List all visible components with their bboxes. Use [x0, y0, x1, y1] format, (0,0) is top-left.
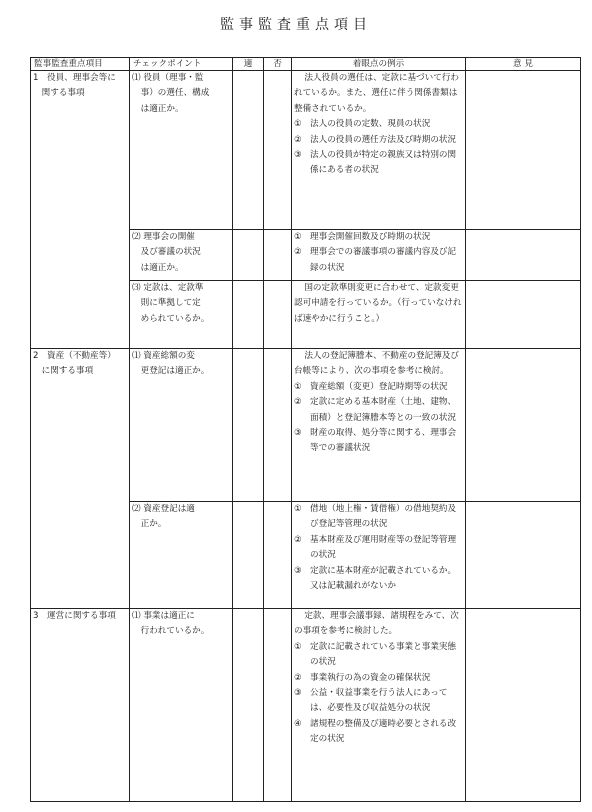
opinion-cell[interactable] — [466, 281, 581, 349]
example-number: ② — [294, 247, 302, 258]
example-item — [294, 533, 463, 564]
example-item — [294, 671, 463, 686]
example-item — [294, 148, 463, 179]
ok-checkbox-cell[interactable] — [233, 349, 264, 502]
examples-cell — [292, 609, 466, 802]
example-item — [294, 564, 463, 595]
ok-checkbox-cell[interactable] — [233, 609, 264, 802]
example-item — [294, 395, 463, 426]
example-lead: 法人の登記簿謄本、不動産の登記簿及び台帳等により、次の事項を参考に検討。 — [294, 351, 460, 377]
example-item — [294, 117, 463, 132]
example-text: 理事会開催回数及び時期の状況 — [310, 232, 431, 242]
examples-cell — [292, 281, 466, 349]
example-text: 基本財産及び運用財産等の登記等管理の状況 — [310, 534, 457, 561]
example-number: ① — [294, 119, 302, 130]
example-number: ④ — [294, 718, 302, 729]
example-number: ③ — [294, 565, 302, 576]
ok-checkbox-cell[interactable] — [233, 502, 264, 609]
example-number: ③ — [294, 428, 302, 439]
opinion-cell[interactable] — [466, 349, 581, 502]
checkpoint-cell: ⑶ 定款は、定款準 則に準拠して定 められているか。 — [130, 281, 233, 349]
example-number: ③ — [294, 688, 302, 699]
ng-checkbox-cell[interactable] — [264, 502, 292, 609]
opinion-cell[interactable] — [466, 609, 581, 802]
example-item — [294, 230, 463, 245]
example-lead: 法人役員の選任は、定款に基づいて行われているか。また、選任に伴う関係書類は整備されているか。 — [294, 73, 460, 114]
example-item — [294, 426, 463, 457]
header-row — [31, 58, 581, 71]
example-number: ① — [294, 232, 302, 242]
ng-checkbox-cell[interactable] — [264, 609, 292, 802]
checkpoint-cell: ⑴ 役員（理事・監 事）の選任、構成 は適正か。 — [130, 71, 233, 230]
header-ng: 否 — [264, 58, 292, 71]
example-text: 定款に定める基本財産（土地、建物、面積）と登記簿謄本等との一致の状況 — [310, 397, 457, 423]
example-number: ① — [294, 641, 302, 652]
opinion-cell[interactable] — [466, 230, 581, 281]
examples-cell — [292, 230, 466, 281]
opinion-cell[interactable] — [466, 71, 581, 230]
example-text: 定款に記載されている事業と事業実態の状況 — [310, 641, 457, 668]
ng-checkbox-cell[interactable] — [264, 349, 292, 502]
opinion-cell[interactable] — [466, 502, 581, 609]
example-text: 公益・収益事業を行う法人にあっては、必要性及び収益処分の状況 — [310, 688, 448, 714]
audit-table-body — [31, 71, 581, 802]
ng-checkbox-cell[interactable] — [264, 281, 292, 349]
ok-checkbox-cell[interactable] — [233, 281, 264, 349]
example-text: 定款に基本財産が記載されているか。又は記載漏れがないか — [310, 565, 457, 592]
ng-checkbox-cell[interactable] — [264, 230, 292, 281]
table-row — [31, 609, 581, 802]
example-item — [294, 380, 463, 395]
example-number: ① — [294, 504, 302, 514]
header-examples: 着眼点の例示 — [292, 58, 466, 71]
page-title: 監事監査重点項目 — [220, 17, 372, 33]
example-text: 財産の取得、処分等に関する、理事会等での審議状況 — [310, 428, 457, 454]
examples-cell — [292, 349, 466, 502]
header-checkpoint: チェックポイント — [130, 58, 233, 71]
example-item — [294, 686, 463, 717]
example-number: ② — [294, 397, 302, 408]
audit-table — [30, 57, 581, 802]
examples-cell — [292, 502, 466, 609]
example-lead: 国の定款準則変更に合わせて、定款変更認可申請を行っているか。（行っていなければ速やかに行うこと。） — [294, 283, 462, 324]
header-opinion: 意 見 — [466, 58, 581, 71]
table-row — [31, 349, 581, 502]
example-text: 法人の役員の選任方法及び時期の状況 — [310, 134, 457, 145]
example-item — [294, 502, 463, 533]
example-number: ② — [294, 534, 302, 545]
example-number: ② — [294, 672, 302, 683]
category-cell: 3 運営に関する事項 — [31, 609, 130, 802]
checkpoint-cell: ⑵ 理事会の開催 及び審議の状況 は適正か。 — [130, 230, 233, 281]
example-number: ① — [294, 381, 302, 392]
example-text: 事業執行の為の資金の確保状況 — [310, 672, 431, 683]
checkpoint-cell: ⑴ 事業は適正に 行われているか。 — [130, 609, 233, 802]
example-item — [294, 133, 463, 148]
example-text: 諸規程の整備及び適時必要とされる改定の状況 — [310, 718, 457, 745]
example-item — [294, 245, 463, 276]
header-category: 監事監査重点項目 — [31, 58, 130, 71]
ng-checkbox-cell[interactable] — [264, 71, 292, 230]
checkpoint-cell: ⑴ 資産総額の変 更登記は適正か。 — [130, 349, 233, 502]
ok-checkbox-cell[interactable] — [233, 71, 264, 230]
category-cell: 2 資産（不動産等） に関する事項 — [31, 349, 130, 609]
examples-cell — [292, 71, 466, 230]
example-number: ③ — [294, 150, 302, 161]
example-number: ② — [294, 134, 302, 145]
header-ok: 適 — [233, 58, 264, 71]
example-item — [294, 717, 463, 748]
ok-checkbox-cell[interactable] — [233, 230, 264, 281]
example-text: 資産総額（変更）登記時期等の状況 — [310, 381, 448, 392]
checkpoint-cell: ⑵ 資産登記は適 正か。 — [130, 502, 233, 609]
example-text: 法人の役員の定数、現員の状況 — [310, 119, 431, 130]
example-text: 借地（地上権・賃借権）の借地契約及び登記等管理の状況 — [310, 504, 457, 530]
table-row — [31, 71, 581, 230]
category-cell: 1 役員、理事会等に 関する事項 — [31, 71, 130, 349]
example-item — [294, 640, 463, 671]
example-lead: 定款、理事会議事録、諸規程をみて、次の事項を参考に検討した。 — [294, 611, 459, 637]
example-text: 法人の役員が特定の親族又は特別の関係にある者の状況 — [310, 150, 457, 176]
example-text: 理事会での審議事項の審議内容及び記録の状況 — [310, 247, 457, 273]
